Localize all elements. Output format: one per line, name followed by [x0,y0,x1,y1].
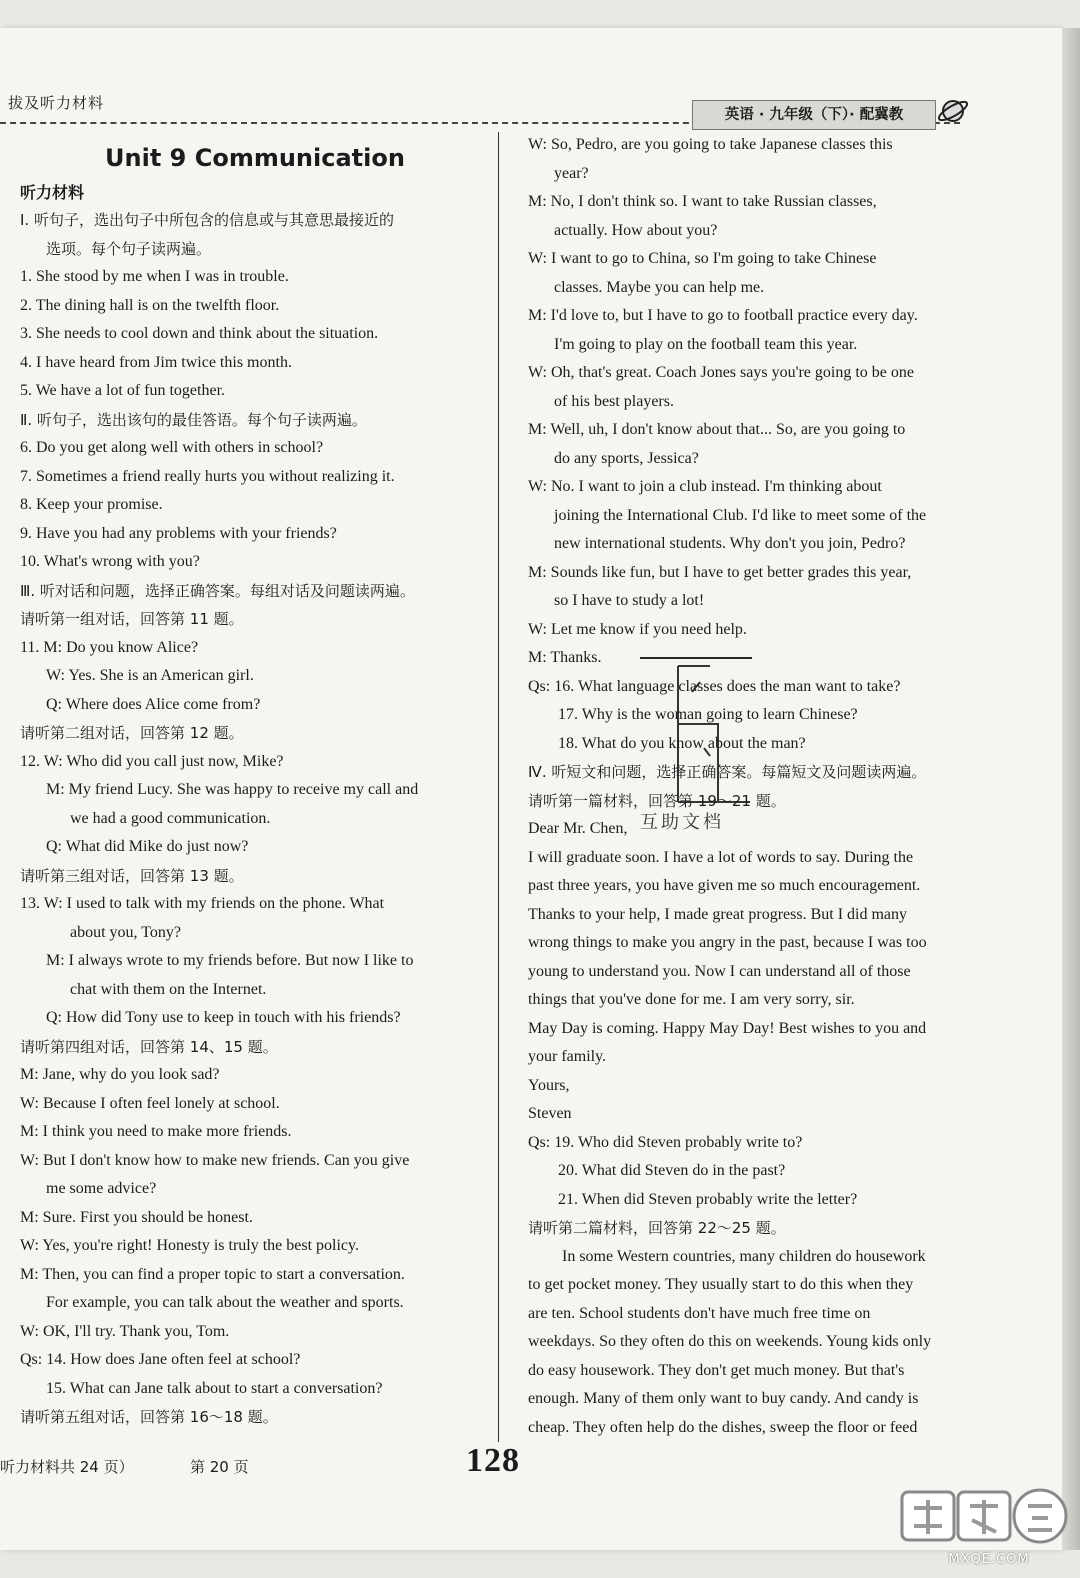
dialogue-line: W: But I don't know how to make new friends. Can you give [20,1151,410,1169]
passage-line: enough. Many of them only want to buy candy. And candy is [528,1390,919,1407]
dialogue-line: M: Sounds like fun, but I have to get better grades this year, [528,563,912,581]
question-line: 1. She stood by me when I was in trouble. [20,268,289,285]
dialogue-line: For example, you can talk about the weather and sports. [46,1294,404,1311]
dialogue-line: we had a good communication. [70,809,271,827]
question-line: Qs: 19. Who did Steven probably write to? [528,1133,803,1151]
dialogue-line: W: OK, I'll try. Thank you, Tom. [20,1322,230,1340]
dialogue-line: W: Let me know if you need help. [528,620,747,638]
instruction-line: 请听第三组对话，回答第 13 题。 [20,866,244,885]
column-divider [498,132,499,1442]
dialogue-line: Q: What did Mike do just now? [46,838,249,855]
dialogue-line: M: Well, uh, I don't know about that... So, are you going to [528,421,906,438]
header-book-label: 英语 · 九年级（下）· 配冀教 [692,100,936,130]
question-line: 7. Sometimes a friend really hurts you without realizing it. [20,467,395,485]
dialogue-line: so I have to study a lot! [554,592,705,609]
dialogue-line: 13. W: I used to talk with my friends on the phone. What [20,895,385,912]
question-line: 17. Why is the woman going to learn Chinese? [558,706,858,723]
watermark-text: 互助文档 [640,812,724,833]
footer-left-text: 听力材料共 24 页） [0,1458,134,1476]
header-left-title: 拔及听力材料 [8,94,105,112]
letter-line: past three years, you have given me so much encouragement. [528,877,921,894]
dialogue-line: me some advice? [46,1180,157,1197]
dialogue-line: W: Oh, that's great. Coach Jones says you're going to be one [528,364,914,381]
dialogue-line: W: No. I want to join a club instead. I'm thinking about [528,478,882,495]
dialogue-line: 11. M: Do you know Alice? [20,638,199,656]
question-line: 5. We have a lot of fun together. [20,382,226,399]
letter-line: things that you've done for me. I am very sorry, sir. [528,991,855,1008]
watermark-stamp-icon [600,652,790,822]
instruction-line: Ⅱ. 听句子，选出该句的最佳答语。每个句子读两遍。 [20,410,367,429]
unit-title: Unit 9 Communication [105,144,405,172]
dialogue-line: year? [554,164,589,182]
question-line: 15. What can Jane talk about to start a conversation? [46,1379,383,1397]
passage-line: weekdays. So they often do this on weekends. Young kids only [528,1333,932,1350]
dialogue-line: 12. W: Who did you call just now, Mike? [20,752,284,770]
question-line: 9. Have you had any problems with your friends? [20,524,337,542]
instruction-line: 请听第一组对话，回答第 11 题。 [20,610,244,628]
dialogue-line: do any sports, Jessica? [554,449,699,467]
letter-line: young to understand you. Now I can understand all of those [528,962,911,980]
dialogue-line: M: My friend Lucy. She was happy to receive my call and [46,781,419,798]
letter-line: Yours, [528,1076,570,1094]
question-line: Qs: 16. What language classes does the man want to take? [528,677,901,695]
question-line: 8. Keep your promise. [20,496,163,513]
section-heading: 听力材料 [20,183,85,202]
question-line: 2. The dining hall is on the twelfth floor. [20,296,280,314]
dialogue-line: M: Then, you can find a proper topic to start a conversation. [20,1265,405,1283]
instruction-line: 请听第二篇材料，回答第 22～25 题。 [528,1219,786,1237]
instruction-line: 请听第二组对话，回答第 12 题。 [20,724,244,742]
letter-line: May Day is coming. Happy May Day! Best wishes to you and [528,1019,927,1037]
instruction-line: 选项。每个句子读两遍。 [46,239,212,258]
dialogue-line: W: So, Pedro, are you going to take Japanese classes this [528,136,893,153]
dialogue-line: of his best players. [554,392,674,410]
dialogue-line: Q: Where does Alice come from? [46,695,261,713]
dialogue-line: about you, Tony? [70,923,182,941]
instruction-line: 请听第五组对话，回答第 16～18 题。 [20,1408,278,1426]
letter-line: Thanks to your help, I made great progress. But I did many [528,905,908,923]
instruction-line: 请听第四组对话，回答第 14、15 题。 [20,1037,278,1056]
page-edge [1062,28,1080,1550]
dialogue-line: W: Yes, you're right! Honesty is truly the best policy. [20,1237,359,1254]
question-line: 21. When did Steven probably write the letter? [558,1190,858,1208]
dialogue-line: M: No, I don't think so. I want to take Russian classes, [528,193,877,210]
question-line: 6. Do you get along well with others in school? [20,439,324,456]
letter-line: Dear Mr. Chen, [528,820,628,837]
passage-line: do easy housework. They don't get much money. But that's [528,1361,905,1379]
dialogue-line: M: Jane, why do you look sad? [20,1066,220,1083]
instruction-line: 请听第一篇材料，回答第 19～21 题。 [528,791,786,810]
page-number: 128 [466,1442,520,1479]
site-logo-text: MXQE.COM [948,1552,1030,1567]
dialogue-line: chat with them on the Internet. [70,980,267,998]
instruction-line: Ⅲ. 听对话和问题，选择正确答案。每组对话及问题读两遍。 [20,581,415,600]
dialogue-line: W: Because I often feel lonely at school. [20,1094,280,1112]
letter-line: Steven [528,1105,572,1122]
dialogue-line: new international students. Why don't you join, Pedro? [554,535,906,552]
question-line: 3. She needs to cool down and think about the situation. [20,325,379,342]
dialogue-line: W: I want to go to China, so I'm going to take Chinese [528,250,877,267]
dialogue-line: classes. Maybe you can help me. [554,278,765,296]
question-line: Qs: 14. How does Jane often feel at school? [20,1351,301,1368]
instruction-line: Ⅳ. 听短文和问题，选择正确答案。每篇短文及问题读两遍。 [528,763,927,781]
planet-icon [936,94,970,128]
dialogue-line: M: Thanks. [528,649,602,666]
passage-line: to get pocket money. They usually start to do this when they [528,1276,914,1293]
dialogue-line: W: Yes. She is an American girl. [46,667,254,684]
letter-line: your family. [528,1048,607,1065]
dialogue-line: actually. How about you? [554,221,718,239]
question-line: 4. I have heard from Jim twice this month. [20,353,292,371]
dialogue-line: M: I think you need to make more friends. [20,1123,292,1140]
letter-line: I will graduate soon. I have a lot of words to say. During the [528,848,914,866]
letter-line: wrong things to make you angry in the past, because I was too [528,934,927,951]
passage-line: cheap. They often help do the dishes, sweep the floor or feed [528,1418,918,1436]
dialogue-line: joining the International Club. I'd like to meet some of the [554,506,927,524]
question-line: 18. What do you know about the man? [558,734,806,752]
dialogue-line: M: I'd love to, but I have to go to football practice every day. [528,307,918,324]
footer-page-label: 第 20 页 [190,1458,249,1476]
dialogue-line: Q: How did Tony use to keep in touch with his friends? [46,1009,401,1026]
passage-line: are ten. School students don't have much free time on [528,1304,871,1322]
dialogue-line: I'm going to play on the football team this year. [554,335,858,353]
left-column [20,140,480,1432]
question-line: 10. What's wrong with you? [20,553,200,570]
question-line: 20. What did Steven do in the past? [558,1162,786,1179]
dialogue-line: M: Sure. First you should be honest. [20,1208,253,1226]
dialogue-line: M: I always wrote to my friends before. But now I like to [46,952,414,969]
instruction-line: Ⅰ. 听句子，选出句子中所包含的信息或与其意思最接近的 [20,211,394,229]
passage-line: In some Western countries, many children do housework [562,1247,926,1265]
